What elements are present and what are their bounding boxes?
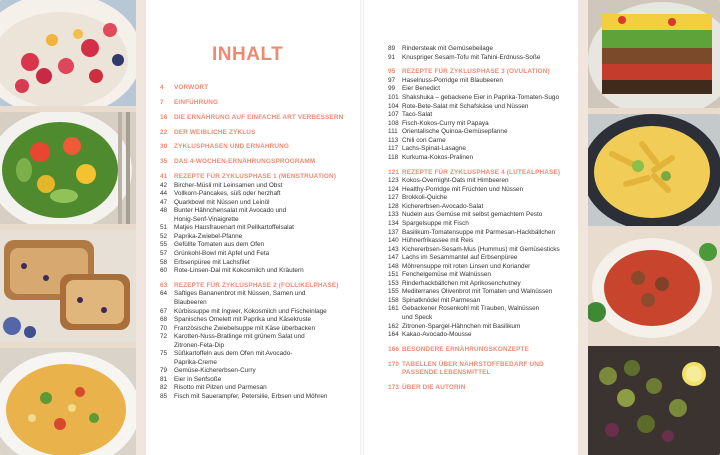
toc-entry-title: Risotto mit Pilzen und Parmesan xyxy=(174,384,267,392)
toc-page-number: 123 xyxy=(388,177,399,185)
toc-entry-title: Honig-Senf-Vinaigrette xyxy=(174,215,239,223)
salad-bowl-photo xyxy=(0,112,138,224)
toc-entry-title: Taco-Salat xyxy=(402,111,433,119)
toc-entry-title: Fisch-Kokos-Curry mit Papaya xyxy=(402,119,489,127)
toc-entry-title: Matjes Hausfrauenart mit Pellkartoffelsalat xyxy=(174,224,294,232)
toc-entry-title: Kichererbsen-Avocado-Salat xyxy=(402,202,484,210)
toc-page-number: 118 xyxy=(388,153,399,161)
toc-page-number: 133 xyxy=(388,211,399,219)
toc-entry-title: Hühnerfrikassee mit Reis xyxy=(402,237,474,245)
toc-entry-title: Rindersteak mit Gemüsebeilage xyxy=(402,45,493,52)
toc-page-number: 57 xyxy=(160,249,168,257)
toc-entry-title: und Speck xyxy=(402,314,433,321)
toc-recipe-entry xyxy=(388,211,560,220)
toc-recipe-entry xyxy=(160,376,343,385)
toc-page-number: 143 xyxy=(388,245,399,253)
toc-recipe-entry xyxy=(388,77,560,86)
toc-page-number: 81 xyxy=(160,375,168,383)
toc-recipe-entry xyxy=(388,331,560,340)
toc-section-entry xyxy=(388,346,560,355)
toc-entry-title: Healthy-Porridge mit Früchten und Nüssen xyxy=(402,185,524,193)
toc-recipe-entry xyxy=(388,246,560,255)
toc-entry-title: Haselnuss-Porridge mit Blaubeeren xyxy=(402,76,503,84)
toc-recipe-entry xyxy=(388,271,560,280)
toc-recipe-entry xyxy=(388,54,560,63)
toc-page-number: 153 xyxy=(388,279,399,287)
toc-entry-title: Paprika-Zwiebel-Pfanne xyxy=(174,232,243,240)
page-title: INHALT xyxy=(212,44,284,65)
toc-right-column xyxy=(388,45,560,393)
toc-section-entry xyxy=(160,84,343,93)
toc-section-entry xyxy=(388,369,560,378)
toc-recipe-entry xyxy=(388,137,560,146)
toc-entry-title: VORWORT xyxy=(174,84,209,91)
toc-recipe-entry xyxy=(160,182,343,191)
toc-page-number: 113 xyxy=(388,136,399,144)
toc-page-number: 51 xyxy=(160,224,168,232)
taco-salad-photo xyxy=(582,0,720,108)
toc-entry-title: Kichererbsen-Sesam-Mus (Hummus) mit Gemüsesticks xyxy=(402,245,560,253)
toc-page-number: 99 xyxy=(388,85,396,93)
toc-page-number: 104 xyxy=(388,102,399,110)
toc-entry-title: Shakshuka – gebackene Eier in Paprika-Tomaten-Sugo xyxy=(402,94,560,102)
toc-entry-title: Basilikum-Tomatensuppe mit Parmesan-Hackbällchen xyxy=(402,228,556,236)
toc-entry-title: Französische Zwiebelsuppe mit Käse überbacken xyxy=(174,324,316,332)
toc-page-number: 79 xyxy=(160,367,168,375)
left-page-edge xyxy=(136,0,146,455)
toc-entry-title: Knuspriger Sesam-Tofu mit Tahini-Erdnuss-Soße xyxy=(402,53,541,61)
toc-entry-title: DER WEIBLICHE ZYKLUS xyxy=(174,128,256,136)
toc-recipe-entry xyxy=(388,323,560,332)
banana-bread-photo xyxy=(0,230,138,342)
toc-section-entry xyxy=(160,114,343,123)
toc-page-number: 121 xyxy=(388,168,400,176)
toc-recipe-entry xyxy=(388,194,560,203)
toc-entry-title: Blaubeeren xyxy=(174,299,207,307)
toc-entry-title: REZEPTE FÜR ZYKLUSPHASE 2 (FOLLIKELPHASE) xyxy=(174,281,339,289)
toc-page-number: 85 xyxy=(160,393,168,401)
toc-page-number: 47 xyxy=(160,198,168,206)
toc-page-number: 173 xyxy=(388,384,400,392)
toc-page-number: 166 xyxy=(388,345,400,353)
toc-page-number: 7 xyxy=(160,98,164,106)
toc-page-number: 91 xyxy=(388,53,396,61)
toc-entry-title: Fisch mit Sauerampfer, Petersilie, Erbsen und Möhren xyxy=(174,393,328,401)
toc-page-number: 60 xyxy=(160,267,168,275)
toc-page-number: 101 xyxy=(388,94,399,102)
toc-recipe-entry xyxy=(388,237,560,246)
toc-page-number: 4 xyxy=(160,84,164,91)
toc-entry-title: Eier Benedict xyxy=(402,85,441,93)
toc-entry-title: Kakao-Avocado-Mousse xyxy=(402,331,472,339)
toc-entry-title: Rote-Bete-Salat mit Schafskäse und Nüssen xyxy=(402,102,529,110)
toc-page-number: 70 xyxy=(160,324,168,332)
toc-recipe-entry xyxy=(388,220,560,229)
toc-page-number: 134 xyxy=(388,219,399,227)
toc-entry-title: Rote-Linsen-Dal mit Kokosmilch und Kräutern xyxy=(174,267,304,275)
toc-entry-title: Saftiges Bananenbrot mit Nüssen, Samen und xyxy=(174,290,306,298)
omelette-photo xyxy=(0,348,138,455)
toc-entry-title: Mediterranes Olivenbrot mit Tomaten und Walnüssen xyxy=(402,288,553,296)
toc-recipe-entry xyxy=(160,350,343,359)
toc-recipe-entry xyxy=(388,203,560,212)
toc-page-number: 55 xyxy=(160,241,168,249)
toc-entry-title: Orientalische Quinoa-Gemüsepfanne xyxy=(402,128,508,136)
right-page-edge xyxy=(578,0,588,455)
toc-recipe-entry xyxy=(388,254,560,263)
toc-recipe-entry xyxy=(160,224,343,233)
toc-section-entry xyxy=(160,99,343,108)
toc-page-number: 128 xyxy=(388,202,399,210)
roasted-sprouts-photo xyxy=(582,346,720,455)
toc-entry-title: REZEPTE FÜR ZYKLUSPHASE 1 (MENSTRUATION) xyxy=(174,173,337,181)
toc-recipe-entry xyxy=(160,216,343,225)
toc-entry-title: Spargelsuppe mit Fisch xyxy=(402,219,469,227)
toc-entry-title: ZYKLUSPHASEN UND ERNÄHRUNG xyxy=(174,143,290,151)
toc-section-entry xyxy=(160,158,343,167)
toc-section-entry xyxy=(160,129,343,138)
toc-page-number: 95 xyxy=(388,68,396,76)
toc-page-number: 41 xyxy=(160,173,168,181)
toc-page-number: 68 xyxy=(160,316,168,324)
toc-page-number: 82 xyxy=(160,384,168,392)
toc-entry-title: DAS 4-WOCHEN-ERNÄHRUNGSPROGRAMM xyxy=(174,158,316,166)
toc-page-number: 155 xyxy=(388,288,399,296)
toc-recipe-entry xyxy=(160,290,343,299)
toc-recipe-entry xyxy=(160,190,343,199)
toc-page-number: 151 xyxy=(388,271,399,279)
toc-section-entry xyxy=(388,361,560,370)
toc-recipe-entry xyxy=(388,186,560,195)
toc-entry-title: Fenchelgemüse mit Walnüssen xyxy=(402,271,491,279)
toc-recipe-entry xyxy=(160,299,343,308)
toc-recipe-entry xyxy=(160,267,343,276)
toc-recipe-entry xyxy=(388,229,560,238)
toc-recipe-entry xyxy=(160,241,343,250)
toc-entry-title: Gebackener Rosenkohl mit Trauben, Walnüssen xyxy=(402,305,540,313)
toc-recipe-entry xyxy=(160,325,343,334)
toc-recipe-entry xyxy=(388,177,560,186)
toc-entry-title: Süßkartoffeln aus dem Ofen mit Avocado- xyxy=(174,350,293,358)
toc-recipe-entry xyxy=(160,207,343,216)
toc-entry-title: Paprika-Creme xyxy=(174,358,217,366)
toc-page-number: 16 xyxy=(160,113,168,121)
toc-entry-title: Erbsenpüree mit Lachsfilet xyxy=(174,258,250,266)
toc-recipe-entry xyxy=(388,288,560,297)
toc-entry-title: BESONDERE ERNÄHRUNGSKONZEPTE xyxy=(402,345,530,353)
toc-page-number: 64 xyxy=(160,290,168,298)
toc-entry-title: REZEPTE FÜR ZYKLUSPHASE 3 (OVULATION) xyxy=(402,68,550,76)
toc-page-number: 124 xyxy=(388,185,399,193)
toc-entry-title: REZEPTE FÜR ZYKLUSPHASE 4 (LUTEALPHASE) xyxy=(402,168,561,176)
toc-recipe-entry xyxy=(388,120,560,129)
toc-section-entry xyxy=(388,169,560,178)
toc-page-number: 164 xyxy=(388,331,399,339)
toc-recipe-entry xyxy=(388,128,560,137)
toc-entry-title: Möhrensuppe mit roten Linsen und Koriander xyxy=(402,262,531,270)
toc-recipe-entry xyxy=(160,393,343,402)
toc-page-number: 58 xyxy=(160,258,168,266)
toc-recipe-entry xyxy=(160,316,343,325)
toc-entry-title: Zitronen-Feta-Dip xyxy=(174,341,225,349)
toc-recipe-entry xyxy=(160,308,343,317)
toc-entry-title: Eier in Senfsoße xyxy=(174,375,222,383)
right-photo-column xyxy=(582,0,720,455)
toc-page-number: 89 xyxy=(388,45,396,52)
toc-left-column xyxy=(160,84,343,402)
toc-section-entry xyxy=(388,384,560,393)
toc-entry-title: Kokos-Overnight-Oats mit Himbeeren xyxy=(402,177,509,185)
toc-page-number: 22 xyxy=(160,128,168,136)
toc-entry-title: Kurkuma-Kokos-Pralinen xyxy=(402,153,474,161)
left-photo-column xyxy=(0,0,144,455)
toc-recipe-entry xyxy=(160,359,343,368)
berry-yogurt-bowl-photo xyxy=(0,0,138,106)
toc-page-number: 147 xyxy=(388,254,399,262)
toc-page-number: 44 xyxy=(160,190,168,198)
toc-page-number: 140 xyxy=(388,237,399,245)
tomato-soup-photo xyxy=(582,232,720,340)
toc-entry-title: TABELLEN ÜBER NÄHRSTOFFBEDARF UND xyxy=(402,360,544,368)
toc-recipe-entry xyxy=(388,103,560,112)
toc-page-number: 35 xyxy=(160,158,168,166)
toc-page-number: 137 xyxy=(388,228,399,236)
toc-entry-title: Nudeln aus Gemüse mit selbst gemachtem Pesto xyxy=(402,211,543,219)
toc-page-number: 67 xyxy=(160,307,168,315)
toc-recipe-entry xyxy=(160,342,343,351)
toc-recipe-entry xyxy=(160,384,343,393)
toc-page-number: 72 xyxy=(160,333,168,341)
toc-entry-title: Kürbissuppe mit Ingwer, Kokosmilch und Fischeinlage xyxy=(174,307,327,315)
toc-entry-title: EINFÜHRUNG xyxy=(174,98,219,106)
toc-recipe-entry xyxy=(388,154,560,163)
toc-entry-title: Karotten-Nuss-Bratlinge mit grünem Salat und xyxy=(174,333,305,341)
toc-entry-title: Vollkorn-Pancakes, süß oder herzhaft xyxy=(174,190,281,198)
toc-entry-title: Gefüllte Tomaten aus dem Ofen xyxy=(174,241,265,249)
toc-page-number: 52 xyxy=(160,232,168,240)
toc-section-entry xyxy=(160,282,343,291)
toc-recipe-entry xyxy=(388,314,560,323)
toc-page-number: 158 xyxy=(388,296,399,304)
toc-entry-title: Lachs im Sesammantel auf Erbsenpüree xyxy=(402,254,518,262)
toc-entry-title: Bunter Hähnchensalat mit Avocado und xyxy=(174,207,287,215)
toc-page-number: 48 xyxy=(160,207,168,215)
toc-entry-title: PASSENDE LEBENSMITTEL xyxy=(402,369,491,377)
toc-entry-title: Spanisches Omelett mit Paprika und Käsekruste xyxy=(174,316,312,324)
toc-page-number: 111 xyxy=(388,128,398,136)
toc-page-number: 107 xyxy=(388,111,399,119)
toc-entry-title: Lachs-Spinat-Lasagne xyxy=(402,145,466,153)
toc-recipe-entry xyxy=(388,145,560,154)
toc-recipe-entry xyxy=(388,297,560,306)
toc-recipe-entry xyxy=(388,263,560,272)
toc-page-number: 170 xyxy=(388,360,400,368)
toc-entry-title: Quarkbowl mit Nüssen und Leinöl xyxy=(174,198,270,206)
toc-page-number: 148 xyxy=(388,262,399,270)
toc-entry-title: Grünkohl-Bowl mit Apfel und Feta xyxy=(174,249,270,257)
toc-page-number: 127 xyxy=(388,194,399,202)
toc-recipe-entry xyxy=(388,45,560,54)
toc-section-entry xyxy=(160,143,343,152)
toc-recipe-entry xyxy=(160,259,343,268)
toc-recipe-entry xyxy=(388,94,560,103)
toc-entry-title: DIE ERNÄHRUNG AUF EINFACHE ART VERBESSERN xyxy=(174,113,344,121)
toc-page-number: 117 xyxy=(388,145,399,153)
toc-section-entry xyxy=(388,68,560,77)
toc-page-number: 42 xyxy=(160,181,168,189)
toc-recipe-entry xyxy=(388,85,560,94)
toc-recipe-entry xyxy=(160,367,343,376)
toc-recipe-entry xyxy=(160,333,343,342)
toc-recipe-entry xyxy=(160,199,343,208)
toc-entry-title: Gemüse-Kichererbsen-Curry xyxy=(174,367,256,375)
toc-recipe-entry xyxy=(160,250,343,259)
toc-recipe-entry xyxy=(388,280,560,289)
toc-page-number: 162 xyxy=(388,322,399,330)
toc-entry-title: Chili con Carne xyxy=(402,136,446,144)
toc-entry-title: Rinderhackbällchen mit Aprikosenchutney xyxy=(402,279,521,287)
book-gutter xyxy=(360,0,364,455)
toc-recipe-entry xyxy=(160,233,343,242)
toc-section-entry xyxy=(160,173,343,182)
toc-page-number: 30 xyxy=(160,143,168,151)
toc-entry-title: Zitronen-Spargel-Hähnchen mit Basilikum xyxy=(402,322,521,330)
toc-page-number: 108 xyxy=(388,119,399,127)
toc-page-number: 63 xyxy=(160,281,168,289)
toc-entry-title: ÜBER DIE AUTORIN xyxy=(402,384,466,392)
toc-page-number: 97 xyxy=(388,76,396,84)
toc-page-number: 161 xyxy=(388,305,399,313)
toc-recipe-entry xyxy=(388,111,560,120)
toc-recipe-entry xyxy=(388,305,560,314)
toc-entry-title: Brokkoli-Quiche xyxy=(402,194,448,202)
pasta-bowl-photo xyxy=(582,114,720,226)
toc-entry-title: Spinatknödel mit Parmesan xyxy=(402,296,481,304)
toc-page-number: 75 xyxy=(160,350,168,358)
toc-entry-title: Bircher-Müsli mit Leinsamen und Obst xyxy=(174,181,283,189)
